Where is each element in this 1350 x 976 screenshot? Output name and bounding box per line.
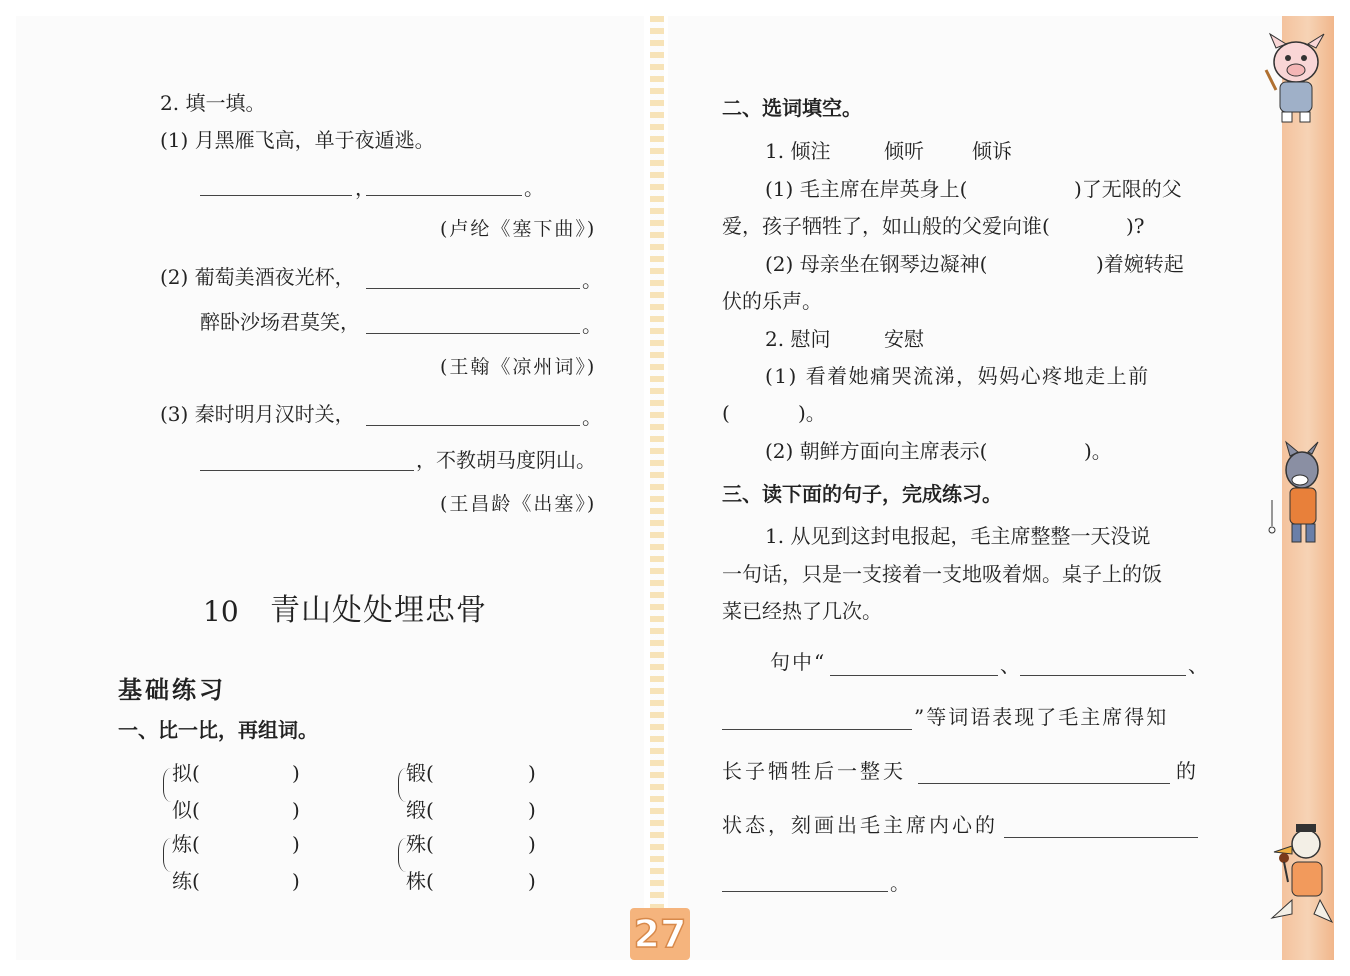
separator: 、 bbox=[1000, 653, 1020, 677]
lesson-number: 10 bbox=[203, 595, 239, 628]
fill-sentence-end: )。 bbox=[1084, 439, 1112, 463]
answer-blank[interactable] bbox=[1004, 837, 1198, 838]
char-pair-item: 殊( bbox=[406, 832, 434, 856]
fill-sentence-end: )着婉转起 bbox=[1096, 252, 1184, 276]
lesson-title: 青山处处埋忠骨 bbox=[270, 593, 487, 628]
fill-sentence-end: )。 bbox=[798, 401, 826, 425]
period: 。 bbox=[582, 405, 602, 429]
word-option: 2. 慰问 bbox=[765, 327, 831, 351]
brace-left bbox=[398, 838, 406, 872]
page-number: 27 bbox=[633, 912, 687, 956]
fill-line: 长子牺牲后一整天 bbox=[722, 759, 906, 783]
fill-sentence: (1) 看着她痛哭流涕，妈妈心疼地走上前 bbox=[765, 364, 1150, 388]
fill-sentence: (1) 毛主席在岸英身上( bbox=[765, 177, 968, 201]
answer-blank[interactable] bbox=[722, 891, 888, 892]
char-pair-item: 练( bbox=[172, 869, 200, 893]
close-paren: ) bbox=[292, 761, 300, 785]
wolf-mascot-icon bbox=[1264, 440, 1334, 550]
pig-mascot-icon bbox=[1256, 30, 1336, 126]
word-option: 倾诉 bbox=[972, 139, 1012, 163]
char-pair-item: 拟( bbox=[172, 761, 200, 785]
answer-blank[interactable] bbox=[366, 288, 580, 289]
section-2-heading: 二、选词填空。 bbox=[722, 96, 862, 120]
char-pair-item: 锻( bbox=[406, 761, 434, 785]
fill-sentence-end: )了无限的父 bbox=[1074, 177, 1182, 201]
fill-line-end: 的 bbox=[1176, 759, 1196, 783]
passage-line: 菜已经热了几次。 bbox=[722, 599, 882, 623]
close-paren: ) bbox=[292, 869, 300, 893]
citation-3: (王昌龄《出塞》) bbox=[440, 493, 597, 515]
page-number-badge bbox=[630, 908, 690, 960]
close-paren: ) bbox=[292, 798, 300, 822]
section-3-heading: 三、读下面的句子，完成练习。 bbox=[722, 482, 1002, 506]
char-pair-item: 缎( bbox=[406, 798, 434, 822]
fill-line: ”等词语表现了毛主席得知 bbox=[914, 705, 1169, 729]
char-pair-item: 炼( bbox=[172, 832, 200, 856]
separator: 、 bbox=[1188, 653, 1208, 677]
answer-blank[interactable] bbox=[200, 195, 352, 196]
question-2-2b: 醉卧沙场君莫笑， bbox=[200, 310, 360, 334]
answer-blank[interactable] bbox=[830, 675, 998, 676]
answer-blank[interactable] bbox=[366, 333, 580, 334]
fill-line: 状态，刻画出毛主席内心的 bbox=[722, 813, 998, 837]
question-2-3b: ，不教胡马度阴山。 bbox=[416, 448, 596, 472]
question-2-3a: (3) 秦时明月汉时关， bbox=[160, 402, 355, 426]
word-option: 1. 倾注 bbox=[765, 139, 831, 163]
page-spine bbox=[650, 16, 664, 960]
answer-blank[interactable] bbox=[366, 425, 580, 426]
fill-line-end: 。 bbox=[890, 871, 910, 895]
question-2-2a: (2) 葡萄美酒夜光杯， bbox=[160, 265, 355, 289]
fill-sentence: (2) 朝鲜方面向主席表示( bbox=[765, 439, 988, 463]
brace-left bbox=[398, 768, 406, 802]
answer-blank[interactable] bbox=[366, 195, 522, 196]
left-page bbox=[16, 16, 644, 960]
question-2-title: 2. 填一填。 bbox=[160, 91, 266, 115]
comma: ， bbox=[355, 176, 375, 200]
close-paren: ) bbox=[528, 869, 536, 893]
fill-line: 句中“ bbox=[770, 650, 827, 674]
close-paren: ) bbox=[292, 832, 300, 856]
basic-practice-heading: 基础练习 bbox=[118, 676, 226, 704]
answer-blank[interactable] bbox=[722, 729, 912, 730]
citation-2: (王翰《凉州词》) bbox=[440, 356, 597, 378]
char-pair-item: 株( bbox=[406, 869, 434, 893]
passage-line: 一句话，只是一支接着一支地吸着烟。桌子上的饭 bbox=[722, 562, 1162, 586]
answer-blank[interactable] bbox=[918, 783, 1170, 784]
answer-blank[interactable] bbox=[1020, 675, 1186, 676]
word-option: 倾听 bbox=[884, 139, 924, 163]
fill-sentence: (2) 母亲坐在钢琴边凝神( bbox=[765, 252, 988, 276]
char-pair-item: 似( bbox=[172, 798, 200, 822]
brace-left bbox=[163, 838, 171, 872]
word-option: 安慰 bbox=[884, 327, 924, 351]
passage-line: 1. 从见到这封电报起，毛主席整整一天没说 bbox=[765, 524, 1151, 548]
fill-sentence: 爱，孩子牺牲了，如山般的父爱向谁( bbox=[722, 214, 1050, 238]
period: 。 bbox=[524, 176, 544, 200]
brace-left bbox=[163, 768, 171, 802]
fill-sentence: ( bbox=[722, 401, 730, 425]
fill-sentence: 伏的乐声。 bbox=[722, 289, 822, 313]
fill-sentence-end: )? bbox=[1126, 214, 1145, 238]
question-2-1: (1) 月黑雁飞高，单于夜遁逃。 bbox=[160, 128, 435, 152]
close-paren: ) bbox=[528, 798, 536, 822]
close-paren: ) bbox=[528, 761, 536, 785]
citation-1: (卢纶《塞下曲》) bbox=[440, 218, 597, 240]
section-1-heading: 一、比一比，再组词。 bbox=[118, 718, 318, 742]
period: 。 bbox=[582, 313, 602, 337]
close-paren: ) bbox=[528, 832, 536, 856]
period: 。 bbox=[582, 268, 602, 292]
answer-blank[interactable] bbox=[200, 470, 414, 471]
duck-mascot-icon bbox=[1262, 822, 1336, 932]
